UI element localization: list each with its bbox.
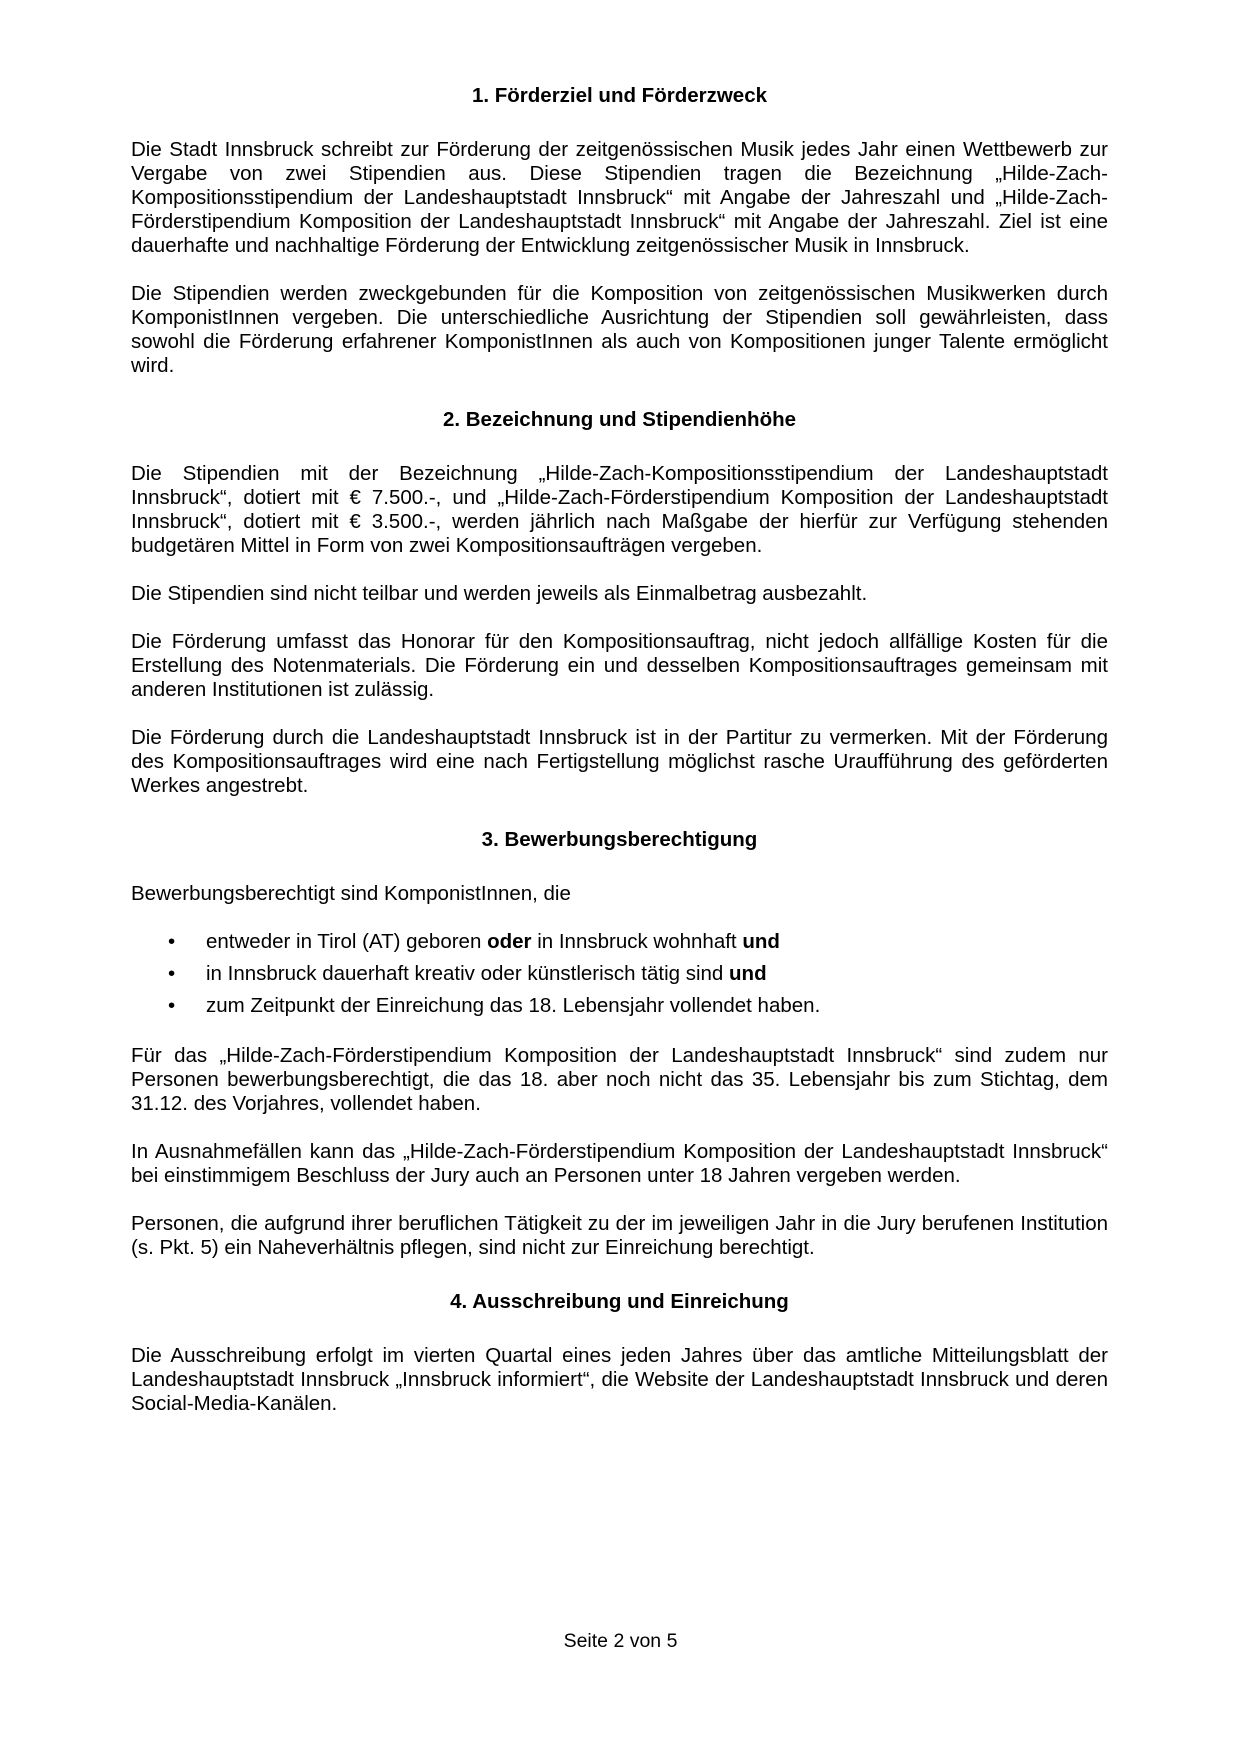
paragraph: Die Förderung durch die Landeshauptstadt Innsbruck ist in der Partitur zu vermerken. Mit der Förderung des Kompositionsauftrages wird eine nach Fertigstellung möglichst rasche Uraufführung des geförderten Werkes angestrebt. [131, 726, 1108, 797]
paragraph: Die Ausschreibung erfolgt im vierten Quartal eines jeden Jahres über das amtliche Mitteilungsblatt der Landeshauptstadt Innsbruck „Innsbruck informiert“, die Website der Landeshauptstadt Innsbruck und deren Social-Media-Kanälen. [131, 1344, 1108, 1415]
bullet-item [206, 930, 1108, 954]
document-content [131, 84, 1108, 1440]
text-segment: entweder in Tirol (AT) geboren [206, 930, 488, 953]
bold-text-segment: und [729, 962, 767, 985]
text-segment: in Innsbruck wohnhaft [531, 930, 743, 953]
section-heading: 1. Förderziel und Förderzweck [471, 84, 768, 107]
paragraph: Die Stipendien sind nicht teilbar und werden jeweils als Einmalbetrag ausbezahlt. [131, 582, 868, 605]
paragraph: Die Stipendien mit der Bezeichnung „Hilde-Zach-Kompositionsstipendium der Landeshauptstadt Innsbruck“, dotiert mit € 7.500.-, und „Hilde-Zach-Förderstipendium Komposition der Landeshauptstadt Innsbruck“, dotiert mit € 3.500.-, werden jährlich nach Maßgabe der hierfür zur Verfügung stehenden budgetären Mittel in Form von zwei Kompositionsaufträgen vergeben. [131, 462, 1108, 557]
page-footer: Seite 2 von 5 [563, 1630, 678, 1652]
bullet-item [206, 962, 1108, 986]
paragraph: Personen, die aufgrund ihrer beruflichen Tätigkeit zu der im jeweiligen Jahr in die Jury berufenen Institution (s. Pkt. 5) ein Naheverhältnis pflegen, sind nicht zur Einreichung berechtigt. [131, 1212, 1108, 1259]
paragraph: In Ausnahmefällen kann das „Hilde-Zach-Förderstipendium Komposition der Landeshauptstadt Innsbruck“ bei einstimmigem Beschluss der Jury auch an Personen unter 18 Jahren vergeben werden. [131, 1140, 1108, 1187]
section-heading: 3. Bewerbungsberechtigung [481, 828, 758, 851]
paragraph: Für das „Hilde-Zach-Förderstipendium Komposition der Landeshauptstadt Innsbruck“ sind zudem nur Personen bewerbungsberechtigt, die das 18. aber noch nicht das 35. Lebensjahr bis zum Stichtag, dem 31.12. des Vorjahres, vollendet haben. [131, 1044, 1108, 1115]
bullet-item [206, 994, 1108, 1018]
bold-text-segment: oder [487, 930, 532, 953]
section-heading: 2. Bezeichnung und Stipendienhöhe [442, 408, 797, 431]
paragraph: Die Förderung umfasst das Honorar für den Kompositionsauftrag, nicht jedoch allfällige Kosten für die Erstellung des Notenmaterials. Die Förderung ein und desselben Kompositionsauftrages gemeinsam mit anderen Institutionen ist zulässig. [131, 630, 1108, 701]
paragraph: Die Stadt Innsbruck schreibt zur Förderung der zeitgenössischen Musik jedes Jahr einen Wettbewerb zur Vergabe von zwei Stipendien aus. Diese Stipendien tragen die Bezeichnung „Hilde-Zach-Kompositionsstipendium der Landeshauptstadt Innsbruck“ mit Angabe der Jahreszahl und „Hilde-Zach-Förderstipendium Komposition der Landeshauptstadt Innsbruck“ mit Angabe der Jahreszahl. Ziel ist eine dauerhafte und nachhaltige Förderung der Entwicklung zeitgenössischer Musik in Innsbruck. [131, 138, 1108, 257]
bullet-list [131, 930, 1108, 1018]
paragraph: Die Stipendien werden zweckgebunden für die Komposition von zeitgenössischen Musikwerken durch KomponistInnen vergeben. Die unterschiedliche Ausrichtung der Stipendien soll gewährleisten, dass sowohl die Förderung erfahrener KomponistInnen als auch von Kompositionen junger Talente ermöglicht wird. [131, 282, 1108, 377]
bold-text-segment: und [742, 930, 780, 953]
text-segment: in Innsbruck dauerhaft kreativ oder künstlerisch tätig sind [206, 962, 730, 985]
text-segment: zum Zeitpunkt der Einreichung das 18. Lebensjahr vollendet haben. [206, 994, 821, 1017]
paragraph: Bewerbungsberechtigt sind KomponistInnen, die [131, 882, 571, 905]
section-heading: 4. Ausschreibung und Einreichung [450, 1290, 789, 1313]
